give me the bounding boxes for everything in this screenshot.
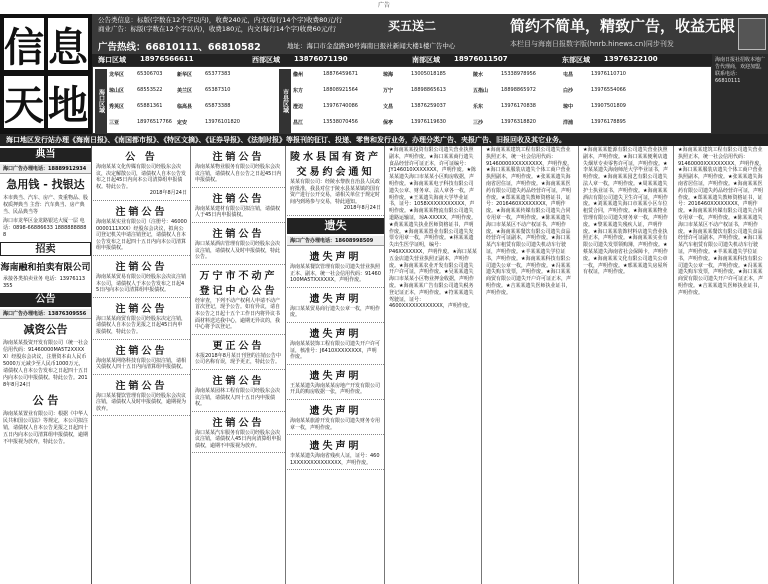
notice-body: 海口某某汽车服务有限公司经股东会决议注销，请债权人45日内向清算组申报债权，逾期不申报视为放弃。 [195, 429, 282, 449]
directory-entry-phone: 18976517766 [137, 119, 172, 125]
directory-entry-phone: 13907501809 [591, 103, 626, 109]
directory-entry-name: 美兰区 [177, 88, 193, 94]
ad-title: 公 告 [32, 394, 59, 407]
notice-item [93, 340, 190, 375]
notice-item [192, 335, 285, 370]
notice-title: 注销公告 [115, 206, 168, 218]
notice-title: 遗失声明 [309, 370, 362, 382]
notice-date: 2018年8月24日 [343, 205, 381, 212]
directory-entry-phone: 65377383 [205, 71, 231, 77]
ad-text: 承接各类拍卖业务 电话：13976113355 [3, 276, 86, 289]
column-notices-2 [192, 146, 286, 584]
directory-entry-phone: 18898865972 [501, 87, 536, 93]
directory-entry-name: 万宁 [383, 88, 394, 94]
column-text-3 [580, 146, 674, 584]
notice-date: 2018年8月24日 [149, 190, 187, 197]
notice-body: 海南某某文化传媒有限公司经股东会决议，决定解散公司，请债权人自本公告发布之日起45日内向本公司清算组申报债权。特此公告。 [96, 164, 187, 190]
phone-line: 海口广告办理电话：18608998509 [287, 236, 384, 246]
notice-body: 海南某某建材有限公司拟注销，请债权人于45日内申报债权。 [195, 205, 281, 219]
directory-label: 市县区域 [279, 69, 291, 133]
directory-entry-phone: 18876459671 [323, 71, 358, 77]
notice-title: 注销公告 [115, 261, 168, 273]
notice-body: 海口某某酒店管理有限公司经股东会决议注销，请债权人及时申报债权，特此公告。 [195, 240, 281, 261]
notice-item [192, 370, 285, 412]
pricing-info [98, 16, 343, 34]
notice-title: 注销公告 [212, 193, 265, 205]
brand-char: 天 [2, 74, 46, 130]
directory-entry-name: 定安 [177, 120, 188, 126]
header [92, 14, 768, 134]
ad-address: 海口市龙华区金龙路银达大厦一层 电话：0898-66886633 18888888888 [3, 218, 87, 238]
notice-item [287, 288, 384, 323]
notice-text: ★海南某某建筑工程有限公司遗失营业执照正本，统一社会信用代码：91460000XXXXXXXXX，声明作废。★海口某某服装店遗失个体工商户营业执照副本，声明作废。★张某某遗失海南省居住证，声明作废。★海南某某医药有限公司遗失药品经营许可证，声明作废。★郑某某遗失教师资格证书，证号：2016460XXXXXXXX，声明作废。★海南某某传媒有限公司遗失合同专用章一枚，声明作废。★陈某某遗失海口市某某区不动产权证书，声明作废。★海南某某餐饮有限公司遗失食品经营许可证副本，声明作废。★海口某某汽车租赁有限公司遗失机动车行驶证，声明作废。★羊某某遗失学位证书，声明作废。★海南某某科技有限公司遗失公章一枚，声明作废。★冯某某遗失购车发票，声明作废。★海口某某商贸有限公司遗失开户许可证正本，声明作废。★吉某某遗失医师执业证书，声明作废。 [486, 147, 573, 296]
pricing-line-2: 商业广告：标版(字数在12个字以内)，收费180元，内文(每行14个字)收费60元/行 [98, 25, 337, 33]
zone-phone: 13976322100 [604, 55, 658, 63]
column-text-4 [675, 146, 768, 584]
address: 地址：海口市金盘路30号海南日报社新闻大楼1楼广告中心 [287, 42, 456, 50]
directory-entry-name: 新华区 [177, 72, 193, 78]
notice-item [192, 265, 285, 335]
notice-title: 遗失声明 [309, 328, 362, 340]
directory-entry-name: 琼海 [383, 72, 394, 78]
directory-entry-phone: 18898865613 [411, 87, 446, 93]
notice-body: 海南某某物业服务有限公司经股东会决议注销，请债权人自公告之日起45日内申报债权。 [195, 164, 282, 184]
notice-body: 海南某某旅游开发有限公司遗失财务专用章一枚，声明作废。 [290, 417, 381, 431]
category-tag: 招卖 [0, 242, 91, 256]
directory-entry-phone: 18808921564 [323, 87, 358, 93]
zone-name: 南部区域 [412, 56, 440, 64]
directory-entry-name: 三亚 [109, 120, 120, 126]
service-band: 海口地区发行站办理《海南日报》、《南国都市报》、《特区文摘》、《证券导报》、《法制时报》等报刊的征订、投递、零售和发行业务，办理分类广告、夹报广告、旧报回收及其它业务。 [0, 134, 768, 146]
mascot-image [738, 18, 766, 50]
ad-title: 减资公告 [23, 323, 68, 336]
notice-title: 公 告 [125, 152, 158, 163]
directory-entry-phone: 65873388 [205, 103, 231, 109]
notice-body: 海口某某贸易商行遗失公章一枚，声明作废。 [290, 305, 381, 319]
slogan: 简约不简单，精致广告，收益无限 [510, 17, 736, 35]
zone-name: 西部区域 [252, 56, 280, 64]
directory [92, 66, 712, 134]
notice-text: ★海南某某投资有限公司遗失营业执照副本，声明作废。★海口某某商行遗失食品经营许可证正本，许可证编号：JY146010XXXXXXX，声明作废。★陈某某遗失海口市某某小区购房收据，声明作废。★海南某某电子科技有限公司遗失公章、财务章、法人章各一枚，声明作废。★王某遗失海南大学毕业证书，证号：1058XXXXXXXXXXX，声明作废。★海南某某物流有限公司遗失道路运输证，琼A·XXXXX，声明作废。★黄某某遗失执业医师资格证书，声明作废。★海南某某置业有限公司遗失发票专用章一枚，声明作废。★林某某遗失出生医学证明，编号：P46XXXXXXX，声明作废。★海口某某五金店遗失营业执照正副本，声明作废。★海南某某农业开发有限公司遗失开户许可证，声明作废。★吴某某遗失海口市某某小区物业押金收据，声明作废。★海南某某广告有限公司遗失税务登记证正本，声明作废。★符某某遗失驾驶证，证号：4600XXXXXXXXXXXX，声明作废。 [389, 147, 477, 310]
category-tag: 遗失 [287, 218, 384, 234]
notice-body: 某某有限公司：经陵水黎族自治县人民政府批准，我县对位于陵水县某某镇的国有资产进行公开交易，请相关单位于规定时间内到场参与交易，特此通知。 [290, 179, 381, 205]
notice-title: 注销公告 [212, 375, 265, 387]
notice-item [192, 223, 285, 265]
notice-title: 遗失声明 [309, 441, 362, 453]
column-notices-1 [93, 146, 191, 584]
notice-title: 注销公告 [212, 152, 265, 163]
notice-body: 海南某某餐饮管理有限公司遗失营业执照正本、副本，统一社会信用代码：91460100MA5TXXXXXX，声明作废。 [290, 263, 381, 284]
notice-title: 注销公告 [115, 380, 168, 392]
ad-text: 海南某某置业有限公司：根据《中华人民共和国公司法》等规定，本公司拟注销，请债权人自本公告见报之日起四十五日内向本公司清算组申报债权，逾期不申报视为放弃，特此公告。 [3, 411, 89, 445]
directory-entry-phone: 13976740086 [323, 103, 358, 109]
phone-line: 海口广告办理电话：18889912934 [0, 164, 91, 174]
directory-entry-phone: 13976318820 [501, 119, 536, 125]
header-info [92, 14, 768, 54]
notice-body: 海南某某园林工程有限公司经股东会决议注销，请债权人四十五日内申报债权。 [195, 387, 281, 408]
directory-entry-phone: 13976178895 [591, 119, 626, 125]
notice-item [192, 188, 285, 223]
column-lost [287, 146, 385, 584]
zone-phone: 18976566611 [140, 55, 194, 63]
slogan-sub: 本栏目与海南日报数字版(hnrb.hinews.cn)同步刊发 [510, 40, 674, 48]
zone-name: 东部区域 [562, 56, 590, 64]
zone-bar [92, 54, 712, 66]
notice-item [287, 246, 384, 288]
directory-entry-name: 保亭 [383, 120, 394, 126]
notice-title: 更正公告 [212, 340, 265, 352]
brand-char: 地 [46, 74, 90, 130]
notice-item [93, 256, 190, 298]
directory-entry-phone: 13876259037 [411, 103, 446, 109]
notice-item [93, 375, 190, 417]
notice-title: 万宁市不动产登记中心公告 [199, 270, 278, 297]
notice-title: 注销公告 [212, 417, 265, 429]
notice-item [93, 201, 190, 256]
promo: 买五送二 [388, 19, 437, 33]
notice-item [287, 146, 384, 216]
ad-title: 急用钱 - 找银达 [6, 178, 85, 191]
category-tag: 公告 [0, 293, 91, 307]
directory-entry-phone: 13976119630 [411, 119, 446, 125]
notice-title: 遗失声明 [309, 293, 362, 305]
agent-note: 海南日报社招收本地广告代理商，欢迎加盟，联系电话：66810111 [712, 54, 768, 134]
zone-name: 海口区域 [98, 56, 126, 64]
directory-entry-name: 秀英区 [109, 104, 125, 110]
directory-entry-phone: 13976554066 [591, 87, 626, 93]
notice-body: 海南某某贸易有限公司经股东会决议注销本公司，请债权人于本公告发布之日起45日内向本公司清算组申报债权。 [96, 273, 187, 294]
directory-entry-name: 昌江 [293, 120, 304, 126]
brand-logo [0, 14, 92, 134]
directory-label: 海口区域 [95, 69, 107, 133]
notice-item [287, 365, 384, 400]
notice-item [93, 298, 190, 340]
ad-text: 海南某某投资开发有限公司（统一社会信用代码：91460000MA5T2XXXXX）经股东会决议，注册资本由人民币5000万元减少至人民币1000万元，请债权人自本公告发布之日起四十五日内向本公司申报债权。特此公告。2018年8月24日 [3, 340, 89, 388]
top-label: 广告 [377, 2, 390, 9]
notice-body: 经审查，下列不动产权利人申请不动产首次登记，现予公告。如有异议，请自本公告之日起十五个工作日内将异议书面材料送达我中心，逾期无异议的，我中心将予以登记。 [195, 297, 281, 331]
notice-item [287, 400, 384, 435]
directory-entry-phone: 65881361 [137, 103, 163, 109]
brand-char: 信 [2, 16, 46, 72]
hotline-label: 广告热线： [98, 42, 146, 53]
notice-body: 海南某某网络科技有限公司拟注销，请相关债权人四十五日内向清算组申报债权。 [96, 357, 187, 371]
directory-entry-name: 三沙 [473, 120, 484, 126]
directory-entry-name: 屯昌 [563, 72, 574, 78]
directory-entry-name: 临高县 [177, 104, 193, 110]
notice-title: 遗失声明 [309, 251, 362, 263]
directory-entry-name: 五指山 [473, 88, 489, 94]
directory-entry-name: 澄迈 [293, 104, 304, 110]
category-tag: 典当 [0, 148, 91, 162]
column-text-1 [386, 146, 482, 584]
notice-item [93, 146, 190, 201]
ad-hotline [98, 39, 261, 53]
notice-title: 注销公告 [212, 228, 265, 240]
directory-entry-name: 琼山区 [109, 88, 125, 94]
phone-line: 海口广告办理电话：13876309556 [0, 309, 91, 319]
notice-body: 海南某某实业有限公司（注册号：460000000111XXX）经股东会决议，拟向公司登记机关申请注销登记，请债权人自本公告发布之日起四十五日内向本公司清算组申报债权。 [96, 218, 187, 252]
directory-entry-phone: 13976101820 [205, 119, 240, 125]
notice-text: ★海南某某能源有限公司遗失营业执照副本，声明作废。★海口某某便利店遗失烟草专卖零售许可证，声明作废。★李某某遗失海南师范大学毕业证书，声明作废。★海南某某园艺有限公司遗失法人章一枚，声明作废。★周某某遗失护士执业证书，声明作废。★海南某某酒店有限公司遗失卫生许可证，声明作废。★刘某某遗失海口市某某小区车位租赁合同，声明作废。★海南某某物业管理有限公司遗失财务章一枚，声明作废。★黎某某遗失残疾人证，声明作废。★海口某某装饰材料店遗失营业执照正本，声明作废。★海南某某实业有限公司遗失发票领购簿，声明作废。★蔡某某遗失海南省社会保障卡，声明作废。★海南某某文化有限公司遗失公章一枚，声明作废。★邢某某遗失房屋所有权证，声明作废。 [583, 147, 669, 276]
directory-entry-name: 乐东 [473, 104, 484, 110]
zone-phone: 18976011507 [454, 55, 508, 63]
ad-text: 本市典当、汽车、房产、贵重物品、股权质押典当 主营：汽车典当、房产典当、民品典当等 [3, 195, 89, 215]
directory-entry-name: 洋浦 [563, 120, 574, 126]
directory-entry-phone: 13976170838 [501, 103, 536, 109]
notice-item [192, 146, 285, 188]
pricing-line-1: 公告类信息：标版(字数在12个字以内)，收费240元，内文(每行14个字)收费80元/行 [98, 16, 343, 24]
ad-title: 海南融和拍卖有限公司 [0, 263, 91, 273]
hotline-numbers: 66810111、66810582 [145, 42, 261, 53]
directory-entry-phone: 68553522 [137, 87, 163, 93]
notice-body: 海口某某商贸有限公司经股东决定注销，请债权人自本公告见报之日起45日内申报债权，特此公告。 [96, 315, 187, 335]
directory-entry-name: 儋州 [293, 72, 304, 78]
notice-item [287, 435, 384, 470]
directory-entry-phone: 13005018185 [411, 71, 446, 77]
notice-title: 遗失声明 [309, 405, 362, 417]
directory-entry-name: 龙华区 [109, 72, 125, 78]
directory-entry-name: 陵水 [473, 72, 484, 78]
notice-item [287, 323, 384, 365]
directory-entry-name: 东方 [293, 88, 304, 94]
directory-entry-phone: 13976110710 [591, 71, 626, 77]
directory-entry-phone: 15338978956 [501, 71, 536, 77]
notice-body: 海口某某餐饮管理有限公司经股东会决议注销，请债权人及时申报债权，逾期视为放弃。 [96, 392, 187, 412]
column-classified-left [0, 146, 92, 584]
notice-item [192, 412, 285, 454]
directory-entry-phone: 13538070456 [323, 119, 358, 125]
directory-entry-phone: 65387310 [205, 87, 231, 93]
notice-title: 注销公告 [115, 303, 168, 315]
notice-body: 李某某遗失海南省残疾人证，证号：4601XXXXXXXXXXXXXX，声明作废。 [290, 453, 380, 466]
directory-entry-name: 琼中 [563, 104, 574, 110]
directory-entry-name: 文昌 [383, 104, 394, 110]
directory-entry-name: 白沙 [563, 88, 574, 94]
notice-title: 注销公告 [115, 345, 168, 357]
directory-entry-phone: 65306703 [137, 71, 163, 77]
notice-body: 本报2018年8月某日刊登的注销公告中公司名称有误，现予更正，特此公告。 [195, 352, 281, 366]
notice-body: 王某某遗失海南某某房地产开发有限公司开具的购房收据一张，声明作废。 [290, 382, 381, 396]
notice-body: 海南某某装饰工程有限公司遗失开户许可证，核准号：J6410XXXXXXXX，声明作废。 [290, 340, 381, 361]
notice-text: ★海南某某建筑工程有限公司遗失营业执照正本，统一社会信用代码：91460000XXXXXXXXX，声明作废。★海口某某服装店遗失个体工商户营业执照副本，声明作废。★张某某遗失海南省居住证，声明作废。★海南某某医药有限公司遗失药品经营许可证，声明作废。★郑某某遗失教师资格证书，证号：2016460XXXXXXXX，声明作废。★海南某某传媒有限公司遗失合同专用章一枚，声明作废。★陈某某遗失海口市某某区不动产权证书，声明作废。★海南某某餐饮有限公司遗失食品经营许可证副本，声明作废。★海口某某汽车租赁有限公司遗失机动车行驶证，声明作废。★羊某某遗失学位证书，声明作废。★海南某某科技有限公司遗失公章一枚，声明作废。★冯某某遗失购车发票，声明作废。★海口某某商贸有限公司遗失开户许可证正本，声明作废。★吉某某遗失医师执业证书，声明作废。 [678, 147, 765, 296]
notice-title: 陵水县国有资产交易约会通知 [290, 152, 381, 178]
zone-phone: 13876071190 [294, 55, 348, 63]
column-text-2 [483, 146, 579, 584]
brand-char: 息 [46, 16, 90, 72]
